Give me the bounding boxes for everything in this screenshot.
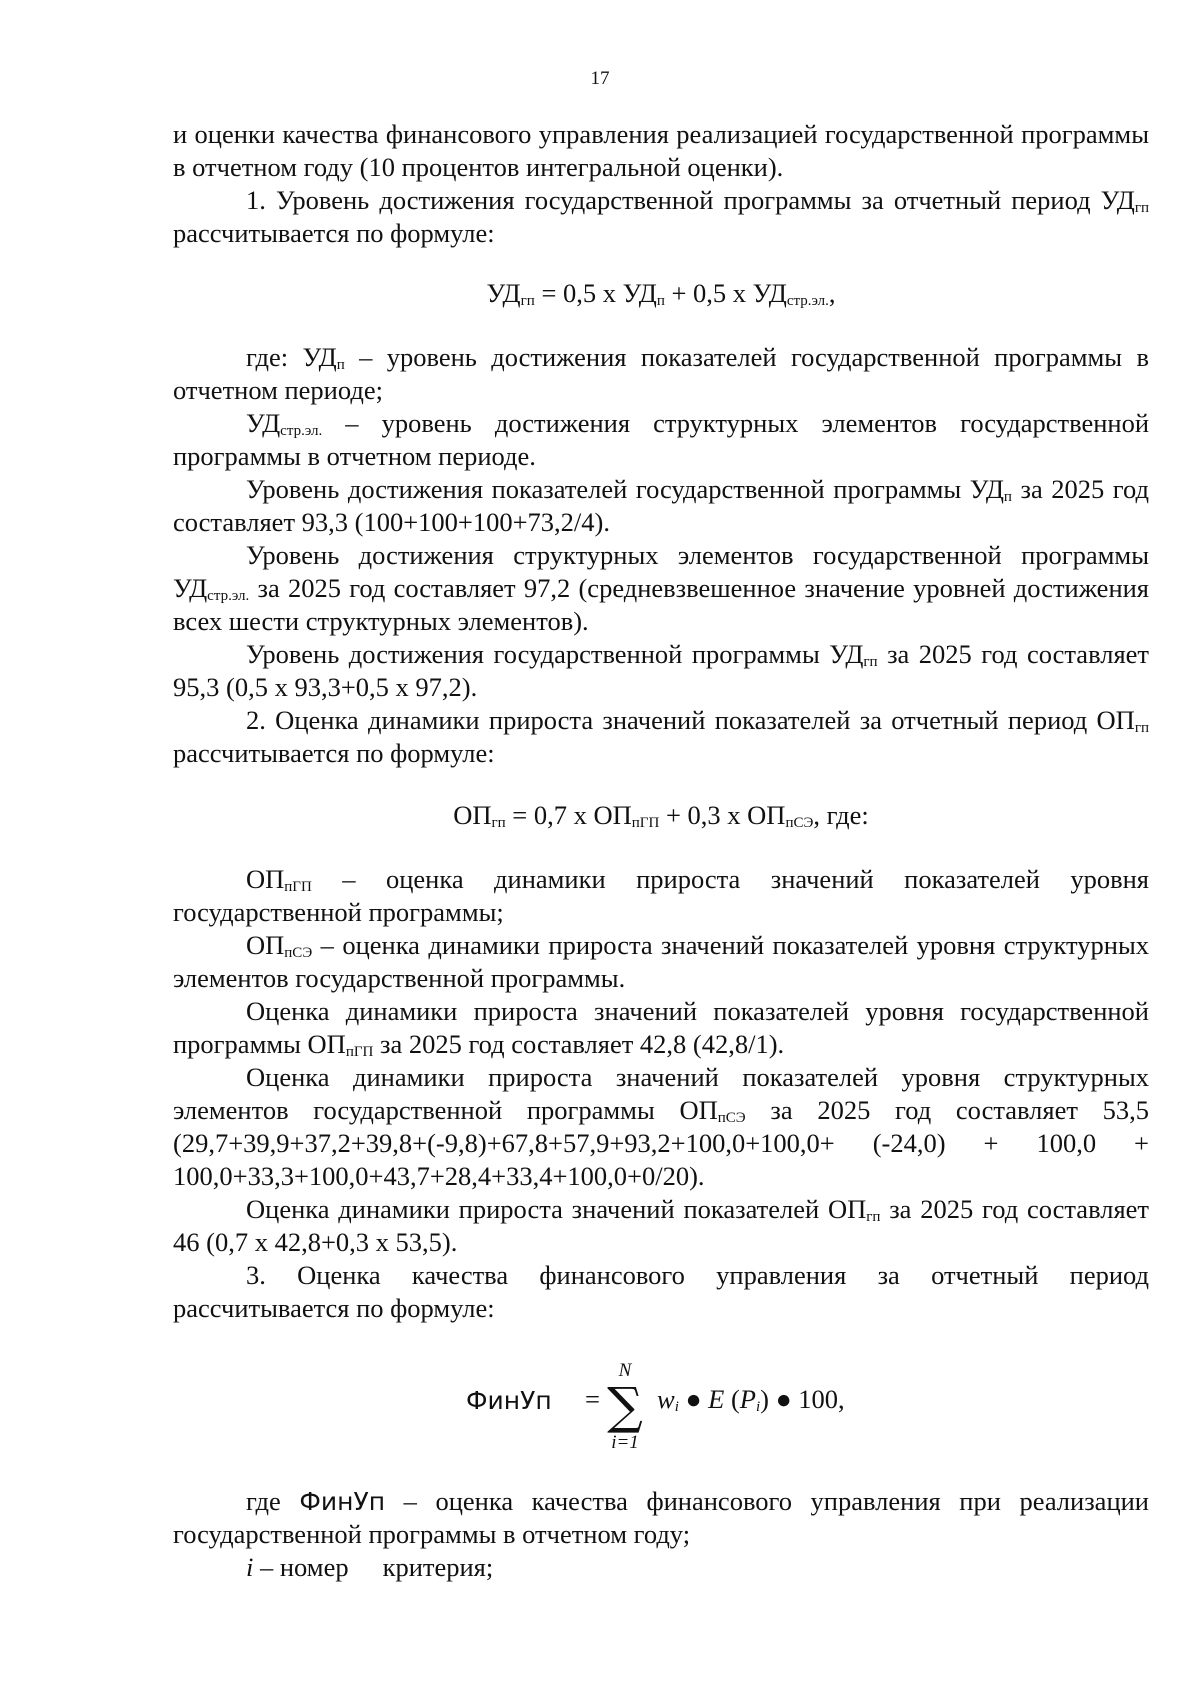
paragraph-ud-gp-value: Уровень достижения государственной программы $УД_{гп}$ за 2025 год составляет 95,3 (0,5 х 93,3+0,5 х 97,2). <box>173 639 1149 702</box>
definition-ud-p: где: $УД_п$ – уровень достижения показателей государственной программы в отчетном периоде; <box>173 342 1149 405</box>
summation <box>601 1361 649 1455</box>
formula-finup <box>173 1339 1149 1461</box>
paragraph-item-1: 1. Уровень достижения государственной программы за отчетный период $УД_{гп}$ рассчитывается по формуле: <box>173 185 1149 248</box>
page-number: 17 <box>590 68 610 89</box>
formula-op-gp: $ОП_{гп} = 0,7$ х $ОП_{пГП} + 0,3$ х $ОП_{пСЭ}$, где: <box>453 800 869 831</box>
paragraph-item-2: 2. Оценка динамики прироста значений показателей за отчетный период $ОП_{гп}$ рассчитывается по формуле: <box>173 705 1149 768</box>
summation-upper-limit: N <box>618 1360 632 1381</box>
paragraph-ud-p-value: Уровень достижения показателей государственной программы $УД_п$ за 2025 год составляет 93,3 (100+100+100+73,2/4). <box>173 474 1149 537</box>
paragraph-intro: и оценки качества финансового управления реализацией государственной программы в отчетном году (10 процентов интегральной оценки). <box>173 119 1149 182</box>
formula-finup-rhs: $w_i$ ● E $(P_i)$ ● 100, <box>657 1384 845 1415</box>
definition-i: i – номер критерия; <box>246 1552 494 1582</box>
definition-ud-str: $УД_{стр.эл.}$ – уровень достижения структурных элементов государственной программы в отчетном периоде. <box>173 408 1149 471</box>
summation-lower-limit: i=1 <box>611 1432 639 1453</box>
paragraph-item-3: 3. Оценка качества финансового управления за отчетный период рассчитывается по формуле: <box>173 1260 1149 1323</box>
paragraph-op-gp-value: Оценка динамики прироста значений показателей $ОП_{гп}$ за 2025 год составляет 46 (0,7 х 42,8+0,3 х 53,5). <box>173 1194 1149 1257</box>
paragraph-op-pgp-value: Оценка динамики прироста значений показателей уровня государственной программы $ОП_{пГП}$ за 2025 год составляет 42,8 (42,8/1). <box>173 996 1149 1060</box>
document-body <box>173 118 1149 1584</box>
formula-equals: = <box>585 1384 600 1414</box>
definition-op-pse: $ОП_{пСЭ}$ – оценка динамики прироста значений показателей уровня структурных элементов государственной программы. <box>173 930 1149 993</box>
summation-sign: ∑ <box>607 1377 643 1435</box>
paragraph-ud-str-value: Уровень достижения структурных элементов государственной программы $УД_{стр.эл.}$ за 2025 год составляет 97,2 (средневзвешенное значение уровней достижения всех шести структурных элементов). <box>173 540 1149 636</box>
definition-finup: где ФинУп – оценка качества финансового управления при реализации государственной программы в отчетном году; <box>173 1486 1149 1549</box>
formula-ud-gp: $УД_{гп} = 0,5$ х $УД_п + 0,5$ х $УД_{стр.эл.}$, <box>486 278 836 309</box>
formula-finup-lhs: ФинУп <box>466 1386 552 1415</box>
paragraph-op-pse-value: Оценка динамики прироста значений показателей уровня структурных элементов государственной программы $ОП_{пСЭ}$ за 2025 год составляет 53,5 (29,7+39,9+37,2+39,8+(-9,8)+67,8+57,9+93,2+100,0+100,0+ (-24,0) + 100,0 + 100,0+33,3+100,0+43,7+28,4+33,4+100,0+0/20). <box>173 1062 1149 1191</box>
definition-op-pgp: $ОП_{пГП}$ – оценка динамики прироста значений показателей уровня государственной программы; <box>173 864 1149 927</box>
